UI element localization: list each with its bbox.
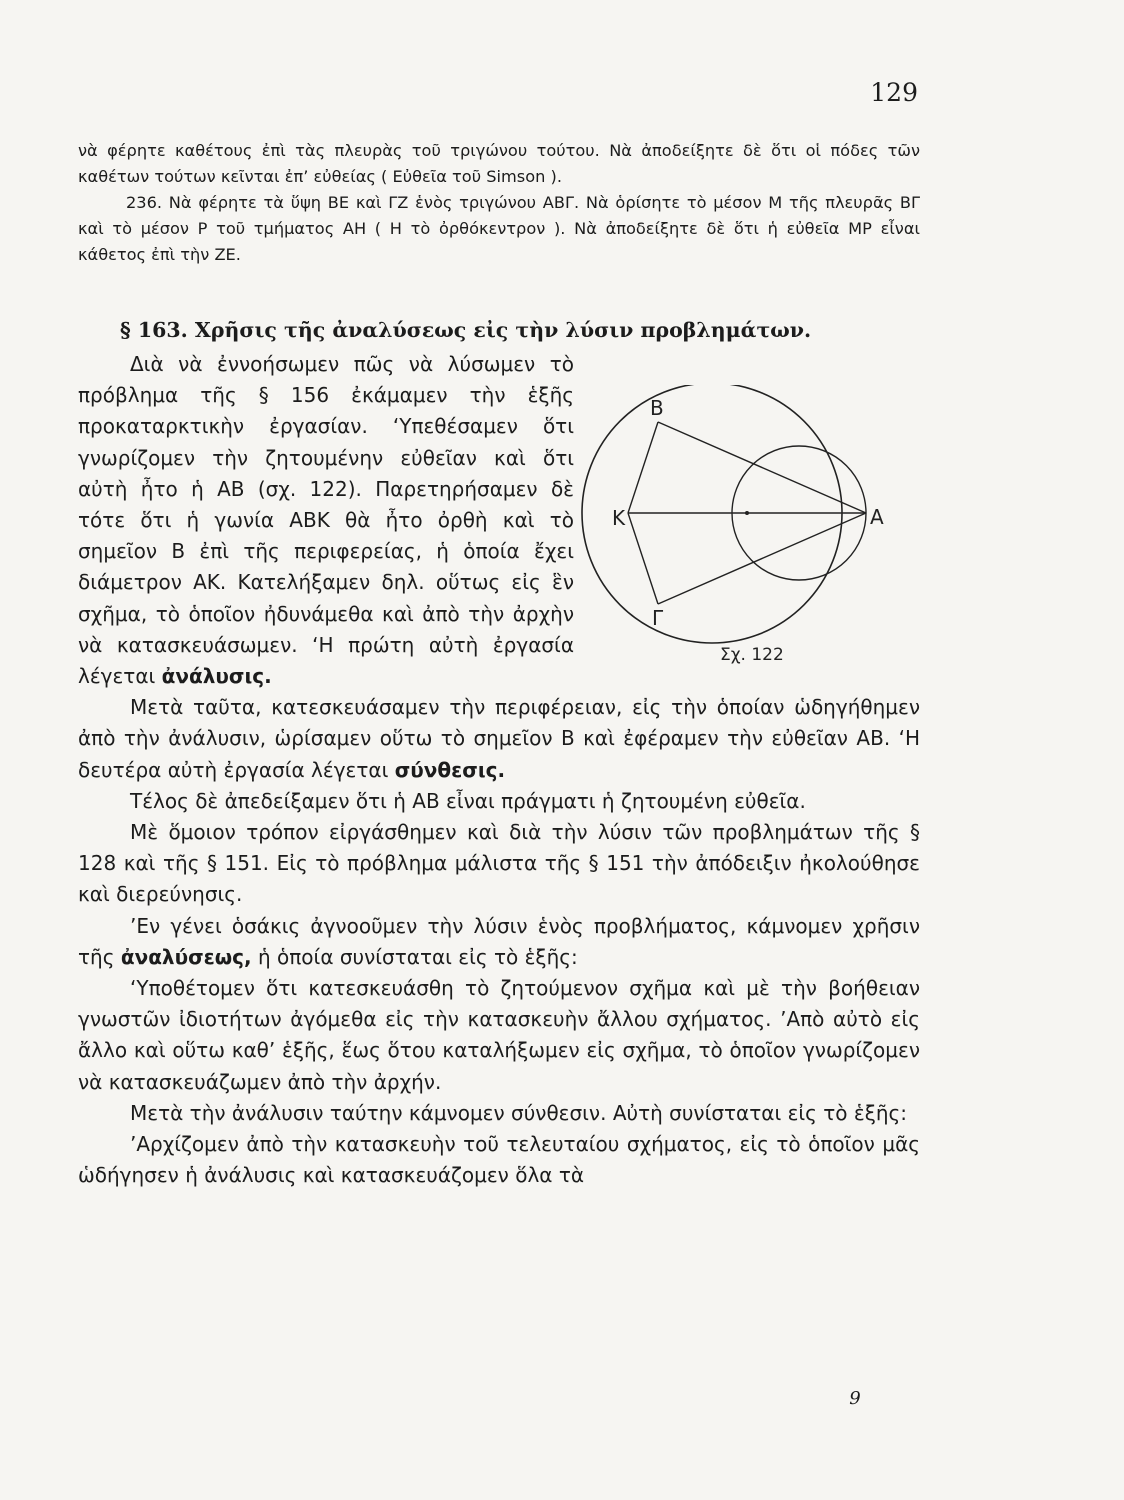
figure-122-diagram xyxy=(572,385,918,675)
exercise-235-tail: νὰ φέρητε καθέτους ἐπὶ τὰς πλευρὰς τοῦ τριγώνου τούτου. Νὰ ἀποδείξητε δὲ ὅτι οἱ πόδες τῶν καθέτων τούτων κεῖνται ἐπ’ εὐθείας ( Εὐθεῖα τοῦ Simson ). xyxy=(78,141,920,186)
segment-GA xyxy=(658,513,866,604)
figure-caption: Σχ. 122 xyxy=(720,645,784,665)
center-point xyxy=(745,511,749,515)
paragraph-analysis-text: Διὰ νὰ ἐννοήσωμεν πῶς νὰ λύσωμεν τὸ πρόβλημα τῆς § 156 ἐκάμαμεν τὴν ἑξῆς προκαταρκτικὴν ἐργασίαν. ‘Υπεθέσαμεν ὅτι γνωρίζομεν τὴν ζητουμένην εὐθεῖαν καὶ ὅτι αὐτὴ ἦτο ἡ ΑΒ (σχ. 122). Παρετηρήσαμεν δὲ τότε ὅτι ἡ γωνία ΑΒΚ θὰ ἦτο ὀρθὴ καὶ τὸ σημεῖον Β ἐπὶ τῆς περιφερείας, ἡ ὁποία ἔχει διάμετρον ΑΚ. Κατελήξαμεν δηλ. οὕτως εἰς ἓν σχῆμα, τὸ ὁποῖον ἠδυνάμεθα καὶ ἀπὸ τὴν ἀρχὴν νὰ κατασκευάσωμεν. ‘Η πρώτη αὐτὴ ἐργασία λέγεται xyxy=(78,352,574,689)
segment-GK xyxy=(628,513,658,604)
segment-BK xyxy=(628,422,658,513)
paragraph-begin: ’Αρχίζομεν ἀπὸ τὴν κατασκευὴν τοῦ τελευταίου σχήματος, εἰς τὸ ὁποῖον μᾶς ὡδήγησεν ἡ ἀνάλυσις καὶ κατασκευάζομεν ὅλα τὰ xyxy=(78,1132,920,1188)
term-analysis: ἀνάλυσις. xyxy=(161,664,272,689)
label-G: Γ xyxy=(652,606,664,630)
paragraph-general-start: ’Εν γένει ὁσάκις ἀγνοοῦμεν τὴν λύσιν ἑνὸς προβλήματος, κάμνομεν χρῆσιν τῆς xyxy=(78,913,920,969)
exercises-block xyxy=(78,138,920,268)
section-heading: § 163. Χρῆσις τῆς ἀναλύσεως εἰς τὴν λύσιν προβλημάτων. xyxy=(120,318,812,342)
paragraph-assume: ‘Υποθέτομεν ὅτι κατεσκευάσθη τὸ ζητούμενον σχῆμα καὶ μὲ τὴν βοήθειαν γνωστῶν ἰδιοτήτων ἀγόμεθα εἰς τὴν κατασκευὴν ἄλλου σχήματος. ’Απὸ αὐτὸ εἰς ἄλλο καὶ οὕτω καθ’ ἑξῆς, ἕως ὅτου καταλήξωμεν εἰς σχῆμα, τὸ ὁποῖον γνωρίζομεν νὰ κατασκευάζωμεν ἀπὸ τὴν ἀρχήν. xyxy=(78,976,920,1094)
segment-BA xyxy=(658,422,866,513)
paragraph-synthesis-text: Μετὰ ταῦτα, κατεσκευάσαμεν τὴν περιφέρειαν, εἰς τὴν ὁποίαν ὡδηγήθημεν ἀπὸ τὴν ἀνάλυσιν, ὡρίσαμεν οὕτω τὸ σημεῖον Β καὶ ἐφέραμεν τὴν εὐθεῖαν ΑΒ. ‘Η δευτέρα αὐτὴ ἐργασία λέγεται xyxy=(78,695,920,782)
paragraph-similar: Μὲ ὅμοιον τρόπον εἰργάσθημεν καὶ διὰ τὴν λύσιν τῶν προβλημάτων τῆς § 128 καὶ τῆς § 151. Εἰς τὸ πρόβλημα μάλιστα τῆς § 151 τὴν ἀπόδειξιν ἠκολούθησε καὶ διερεύνησις. xyxy=(78,820,920,907)
term-synthesis: σύνθεσις. xyxy=(394,757,506,782)
paragraph-proof: Τέλος δὲ ἀπεδείξαμεν ὅτι ἡ ΑΒ εἶναι πράγματι ἡ ζητουμένη εὐθεῖα. xyxy=(130,788,806,813)
paragraph-synthesis xyxy=(78,692,920,786)
label-A: Α xyxy=(870,505,884,529)
page-number: 129 xyxy=(870,78,918,107)
paragraph-general xyxy=(78,911,920,973)
label-B: Β xyxy=(650,396,664,420)
term-analyseos: ἀναλύσεως, xyxy=(120,944,252,969)
label-K: Κ xyxy=(612,506,626,530)
exercise-236: 236. Νὰ φέρητε τὰ ὕψη ΒΕ καὶ ΓΖ ἑνὸς τριγώνου ΑΒΓ. Νὰ ὁρίσητε τὸ μέσον Μ τῆς πλευρᾶς ΒΓ καὶ τὸ μέσον Ρ τοῦ τμήματος ΑΗ ( Η τὸ ὀρθόκεντρον ). Νὰ ἀποδείξητε δὲ ὅτι ἡ εὐθεῖα ΜΡ εἶναι κάθετος ἐπὶ τὴν ΖΕ. xyxy=(78,193,920,264)
figure-122 xyxy=(572,385,918,675)
paragraph-synthesis-def: Μετὰ τὴν ἀνάλυσιν ταύτην κάμνομεν σύνθεσιν. Αὐτὴ συνίσταται εἰς τὸ ἑξῆς: xyxy=(130,1100,908,1125)
printer-signature: 9 xyxy=(849,1388,861,1409)
paragraph-general-end: ἡ ὁποία συνίσταται εἰς τὸ ἑξῆς: xyxy=(258,944,578,969)
